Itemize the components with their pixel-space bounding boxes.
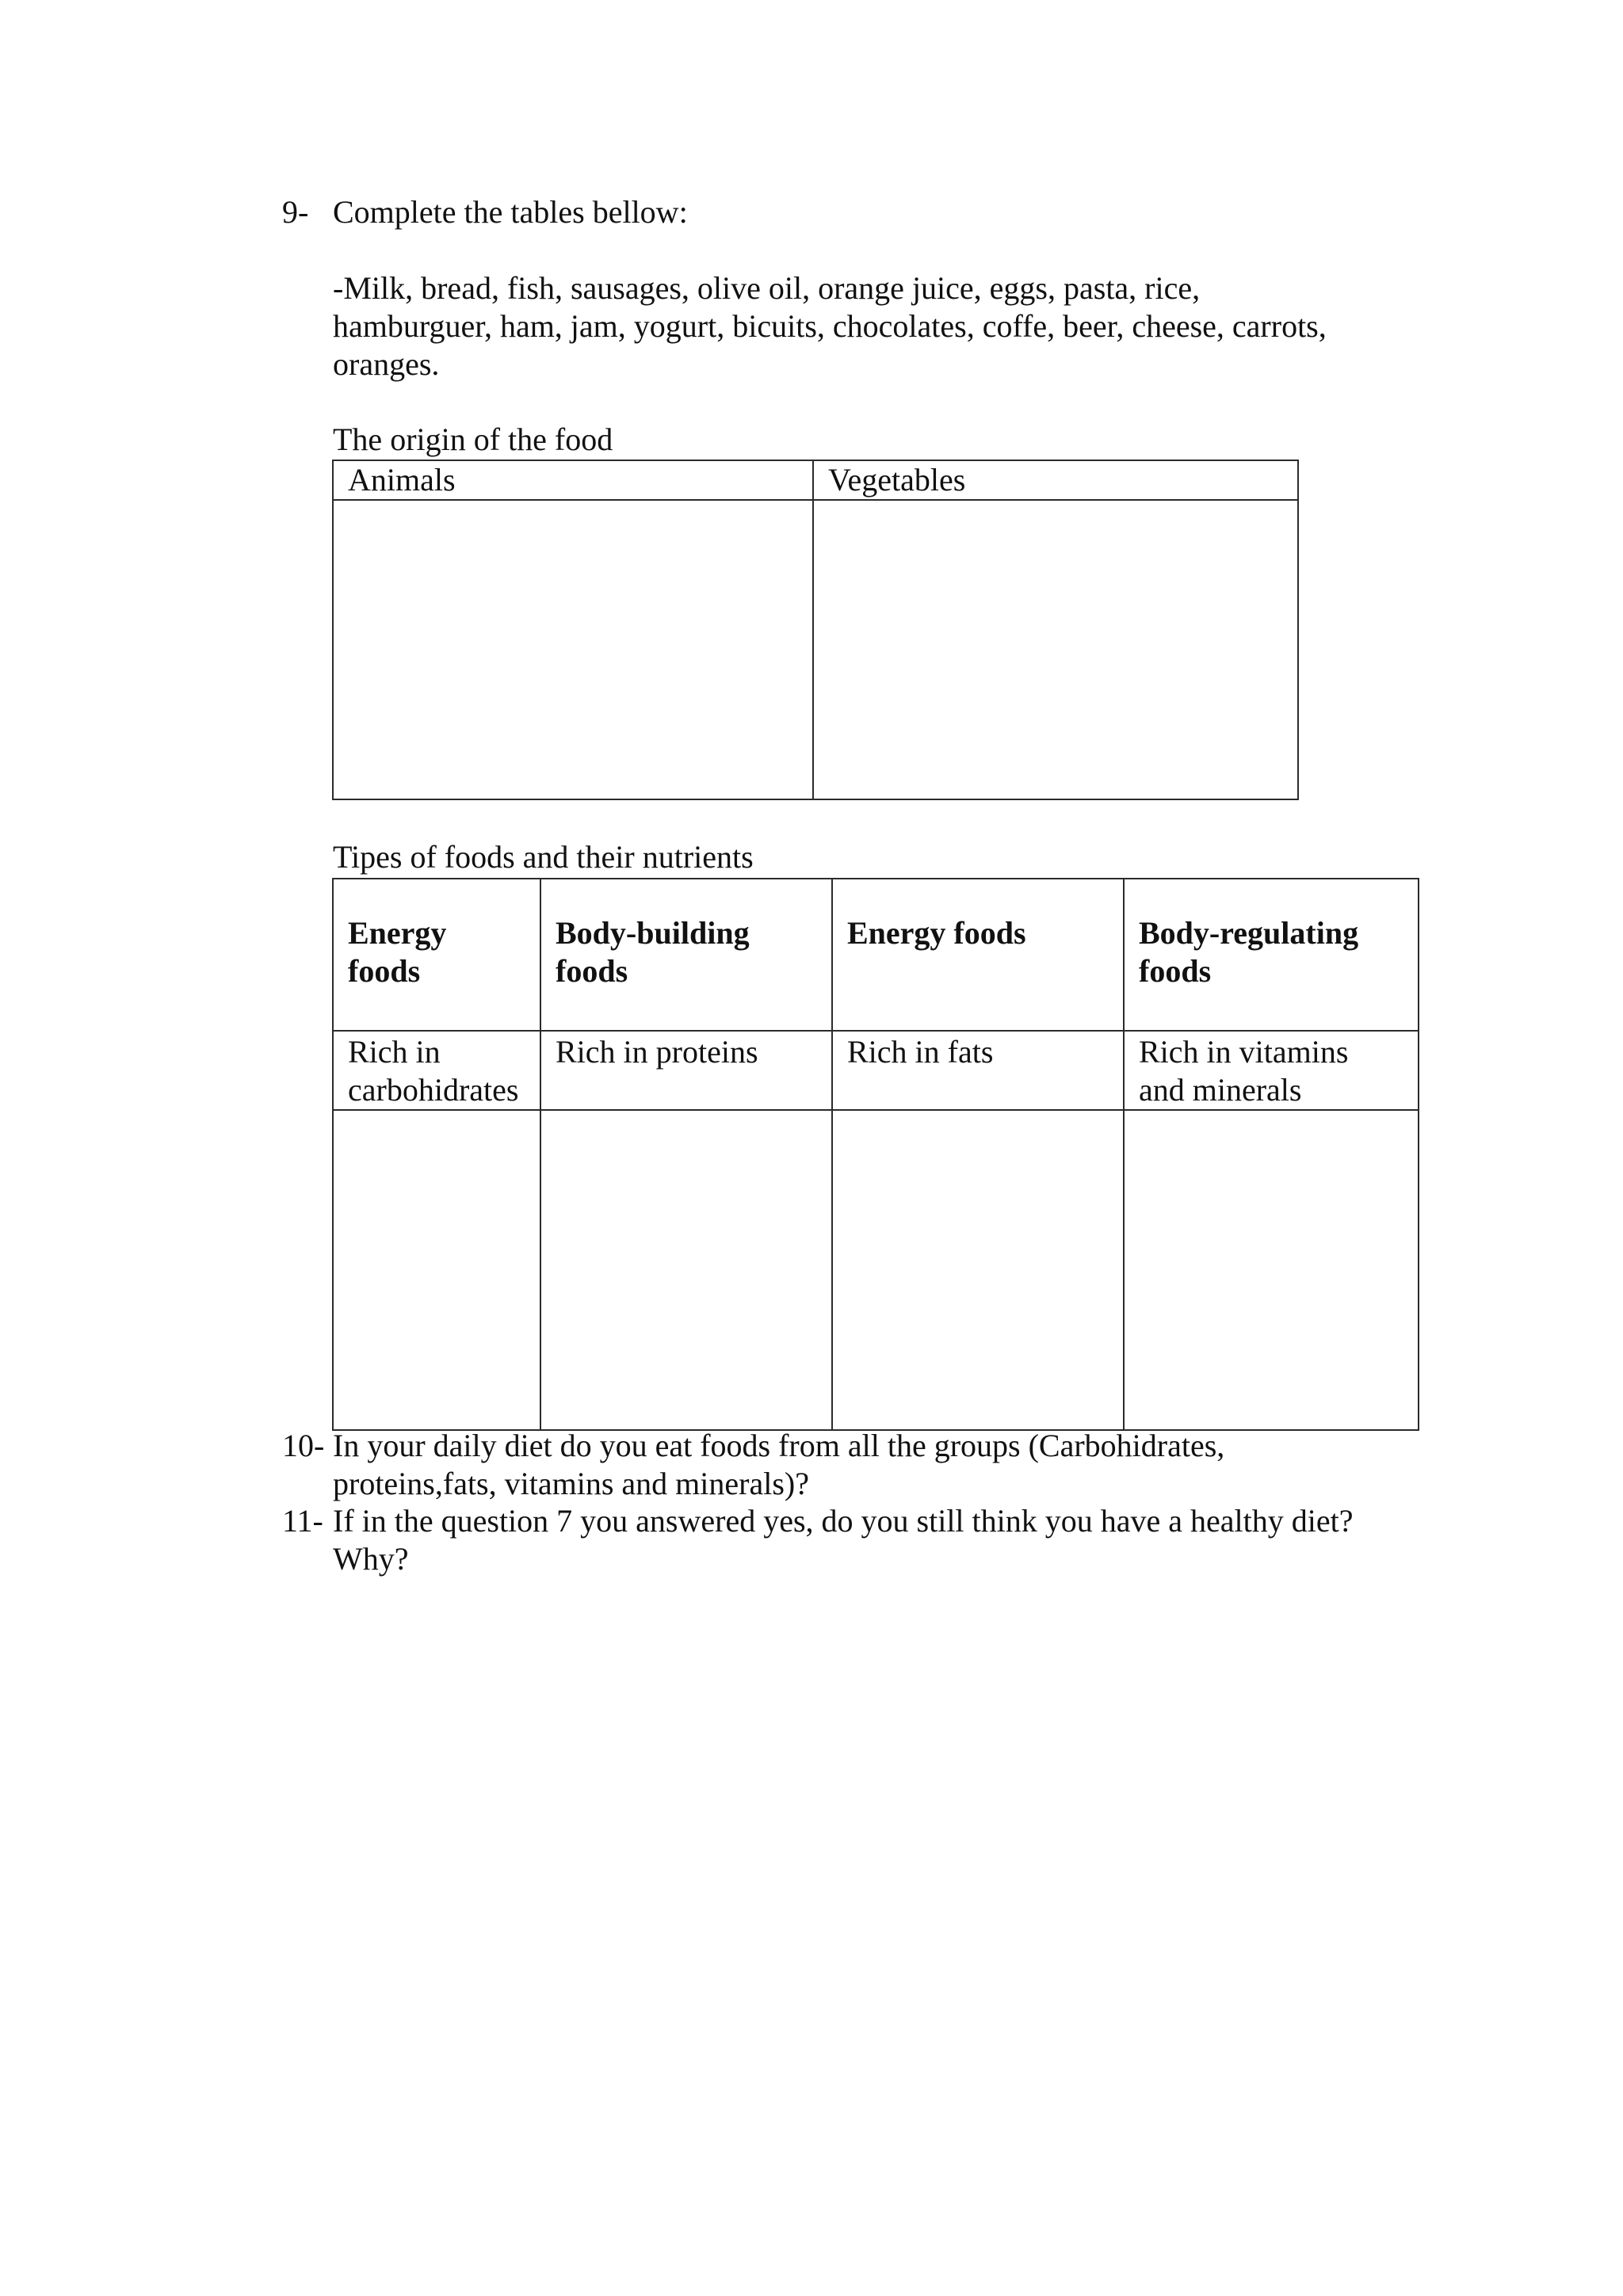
- subheader-fats: Rich in fats: [832, 1031, 1124, 1110]
- question-11-line-1: If in the question 7 you answered yes, do you still think you have a healthy diet?: [333, 1503, 1354, 1539]
- question-10-line-1: In your daily diet do you eat foods from all the groups (Carbohidrates,: [333, 1428, 1225, 1463]
- header-energy-foods-fats: Energy foods: [832, 879, 1124, 1031]
- origin-answer-vegetables[interactable]: [813, 500, 1298, 799]
- origin-header-animals: Animals: [333, 460, 813, 500]
- question-10-line-2: proteins,fats, vitamins and minerals)?: [333, 1466, 809, 1501]
- header-body-building-foods: Body-building foods: [540, 879, 832, 1031]
- subheader-carbohidrates: Rich in carbohidrates: [333, 1031, 540, 1110]
- food-list-line-1: -Milk, bread, fish, sausages, olive oil, orange juice, eggs, pasta, rice,: [333, 270, 1201, 306]
- question-11-number: 11-: [282, 1503, 323, 1539]
- origin-header-vegetables: Vegetables: [813, 460, 1298, 500]
- header-body-regulating-foods: Body-regulating foods: [1124, 879, 1419, 1031]
- answer-vitamins-minerals[interactable]: [1124, 1110, 1419, 1430]
- food-list-line-2: hamburguer, ham, jam, yogurt, bicuits, chocolates, coffe, beer, cheese, carrots,: [333, 308, 1327, 344]
- header-energy-foods-carbs: Energy foods: [333, 879, 540, 1031]
- nutrient-table-title: Tipes of foods and their nutrients: [333, 839, 754, 875]
- answer-proteins[interactable]: [540, 1110, 832, 1430]
- origin-answer-row: [333, 500, 1298, 799]
- question-9-number: 9-: [282, 194, 309, 230]
- origin-answer-animals[interactable]: [333, 500, 813, 799]
- question-9-text: Complete the tables bellow:: [333, 194, 688, 230]
- nutrient-subheader-row: [333, 1031, 1419, 1110]
- nutrient-table: [332, 878, 1419, 1431]
- answer-fats[interactable]: [832, 1110, 1124, 1430]
- question-11-line-2: Why?: [333, 1541, 409, 1577]
- origin-table: [332, 460, 1299, 800]
- subheader-vitamins-minerals: Rich in vitamins and minerals: [1124, 1031, 1419, 1110]
- answer-carbohidrates[interactable]: [333, 1110, 540, 1430]
- origin-table-title: The origin of the food: [333, 421, 613, 457]
- nutrient-answer-row: [333, 1110, 1419, 1430]
- food-list-line-3: oranges.: [333, 346, 440, 382]
- question-10-number: 10-: [282, 1428, 325, 1463]
- nutrient-header-row: [333, 879, 1419, 1031]
- subheader-proteins: Rich in proteins: [540, 1031, 832, 1110]
- origin-header-row: [333, 460, 1298, 500]
